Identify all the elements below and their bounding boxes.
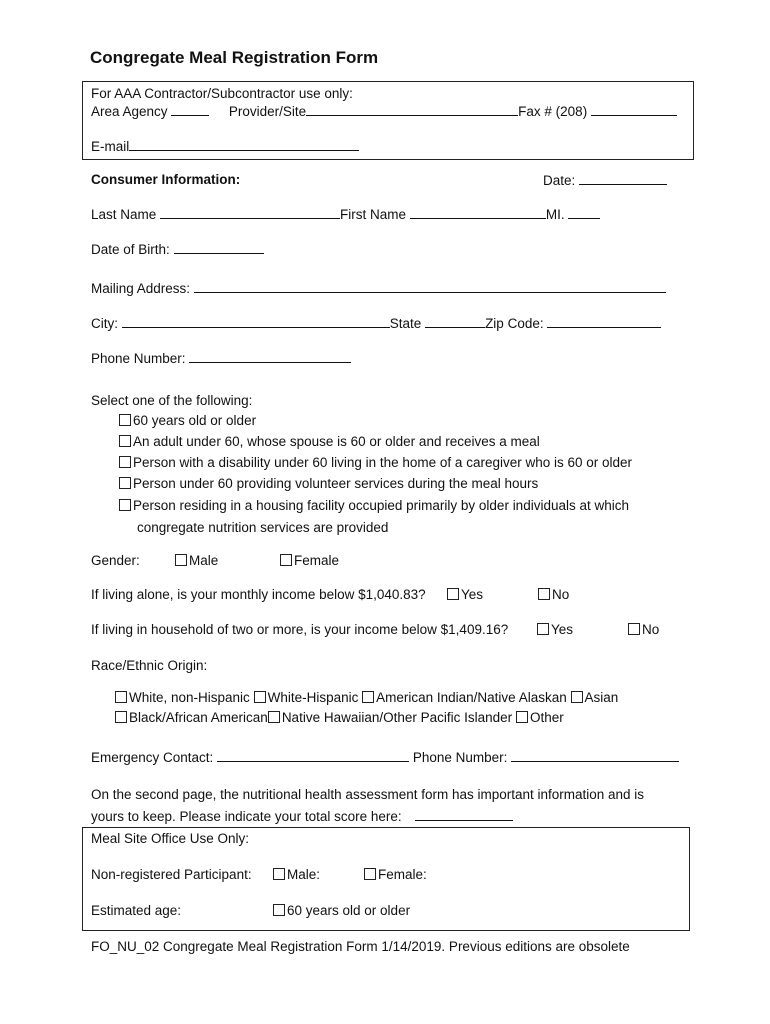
- first-name-field[interactable]: [410, 206, 546, 219]
- emergency-label: Emergency Contact:: [91, 750, 214, 765]
- zip-field[interactable]: [547, 315, 661, 328]
- dob-field[interactable]: [174, 241, 264, 254]
- race-option[interactable]: Asian: [571, 690, 619, 705]
- select-option[interactable]: An adult under 60, whose spouse is 60 or older and receives a meal: [119, 434, 540, 449]
- mailing-row: [91, 280, 666, 296]
- office-female-option[interactable]: Female:: [364, 867, 427, 882]
- second-page-note-2: yours to keep. Please indicate your total score here:: [91, 808, 513, 824]
- income-alone-question: If living alone, is your monthly income below $1,040.83?: [91, 587, 426, 602]
- checkbox[interactable]: [280, 554, 292, 566]
- first-name-label: First Name: [340, 207, 407, 222]
- gender-female-option[interactable]: Female: [280, 553, 339, 568]
- aaa-header: For AAA Contractor/Subcontractor use only:: [91, 86, 353, 101]
- checkbox[interactable]: [273, 868, 285, 880]
- checkbox[interactable]: [119, 456, 131, 468]
- race-option[interactable]: Black/African American: [115, 710, 268, 725]
- dob-label: Date of Birth:: [91, 242, 170, 257]
- fax-label: Fax # (208): [518, 104, 588, 119]
- checkbox[interactable]: [115, 711, 127, 723]
- date-row: [543, 172, 667, 188]
- emergency-field[interactable]: [217, 749, 409, 762]
- checkbox[interactable]: [175, 554, 187, 566]
- name-row: [91, 206, 600, 222]
- emergency-row: [91, 749, 679, 765]
- emergency-phone-label: Phone Number:: [412, 750, 508, 765]
- email-field[interactable]: [129, 138, 359, 151]
- form-footer: FO_NU_02 Congregate Meal Registration Form 1/14/2019. Previous editions are obsolete: [91, 939, 630, 954]
- checkbox[interactable]: [571, 691, 583, 703]
- emergency-phone-field[interactable]: [511, 749, 679, 762]
- last-name-label: Last Name: [91, 207, 157, 222]
- mailing-field[interactable]: [194, 280, 666, 293]
- email-label: E-mail: [91, 139, 130, 154]
- race-option[interactable]: Other: [516, 710, 564, 725]
- dob-row: [91, 241, 264, 257]
- form-title: Congregate Meal Registration Form: [90, 48, 379, 67]
- income-household-no[interactable]: No: [628, 622, 659, 637]
- checkbox[interactable]: [268, 711, 280, 723]
- checkbox[interactable]: [538, 588, 550, 600]
- select-option[interactable]: 60 years old or older: [119, 413, 256, 428]
- income-alone-no[interactable]: No: [538, 587, 569, 602]
- provider-site-field[interactable]: [306, 103, 518, 116]
- phone-label: Phone Number:: [91, 351, 186, 366]
- income-household-yes[interactable]: Yes: [537, 622, 573, 637]
- select-heading: Select one of the following:: [91, 393, 253, 408]
- race-option[interactable]: White, non-Hispanic: [115, 690, 250, 705]
- checkbox[interactable]: [273, 904, 285, 916]
- income-household-question: If living in household of two or more, is your income below $1,409.16?: [91, 622, 509, 637]
- gender-male-option[interactable]: Male: [175, 553, 218, 568]
- checkbox[interactable]: [119, 477, 131, 489]
- city-row: [91, 315, 661, 331]
- checkbox[interactable]: [119, 414, 131, 426]
- select-option[interactable]: Person residing in a housing facility occupied primarily by older individuals at which: [119, 498, 629, 513]
- checkbox[interactable]: [115, 691, 127, 703]
- race-option[interactable]: White-Hispanic: [254, 690, 359, 705]
- consumer-heading: Consumer Information:: [91, 172, 241, 187]
- state-field[interactable]: [425, 315, 485, 328]
- checkbox[interactable]: [119, 435, 131, 447]
- race-label: Race/Ethnic Origin:: [91, 658, 208, 673]
- checkbox[interactable]: [119, 499, 131, 511]
- second-page-note-1: On the second page, the nutritional health assessment form has important information and is: [91, 787, 645, 802]
- provider-site-label: Provider/Site: [228, 104, 307, 119]
- state-label: State: [389, 316, 422, 331]
- nonreg-label: Non-registered Participant:: [91, 867, 252, 882]
- office-heading: Meal Site Office Use Only:: [91, 831, 250, 846]
- race-option[interactable]: American Indian/Native Alaskan: [362, 690, 567, 705]
- mi-field[interactable]: [568, 206, 600, 219]
- checkbox[interactable]: [537, 623, 549, 635]
- office-age-option[interactable]: 60 years old or older: [273, 903, 410, 918]
- zip-label: Zip Code:: [485, 316, 544, 331]
- phone-row: [91, 350, 351, 366]
- checkbox[interactable]: [447, 588, 459, 600]
- date-label: Date:: [543, 173, 576, 188]
- mi-label: MI.: [545, 207, 565, 222]
- area-agency-row: [91, 103, 677, 119]
- city-field[interactable]: [122, 315, 390, 328]
- race-row-1: [115, 690, 618, 705]
- select-option[interactable]: Person under 60 providing volunteer services during the meal hours: [119, 476, 538, 491]
- estimated-age-label: Estimated age:: [91, 903, 182, 918]
- phone-field[interactable]: [189, 350, 351, 363]
- gender-label: Gender:: [91, 553, 140, 568]
- city-label: City:: [91, 316, 118, 331]
- race-option[interactable]: Native Hawaiian/Other Pacific Islander: [268, 710, 512, 725]
- email-row: [91, 138, 359, 154]
- office-male-option[interactable]: Male:: [273, 867, 320, 882]
- area-agency-field[interactable]: [171, 103, 209, 116]
- date-field[interactable]: [579, 172, 667, 185]
- checkbox[interactable]: [516, 711, 528, 723]
- fax-field[interactable]: [591, 103, 677, 116]
- select-option-continuation: congregate nutrition services are provided: [137, 520, 389, 535]
- select-option[interactable]: Person with a disability under 60 living in the home of a caregiver who is 60 or older: [119, 455, 632, 470]
- last-name-field[interactable]: [160, 206, 340, 219]
- area-agency-label: Area Agency: [91, 104, 168, 119]
- mailing-label: Mailing Address:: [91, 281, 191, 296]
- race-row-2: [115, 710, 564, 725]
- total-score-field[interactable]: [415, 808, 513, 821]
- checkbox[interactable]: [364, 868, 376, 880]
- checkbox[interactable]: [628, 623, 640, 635]
- checkbox[interactable]: [254, 691, 266, 703]
- income-alone-yes[interactable]: Yes: [447, 587, 483, 602]
- checkbox[interactable]: [362, 691, 374, 703]
